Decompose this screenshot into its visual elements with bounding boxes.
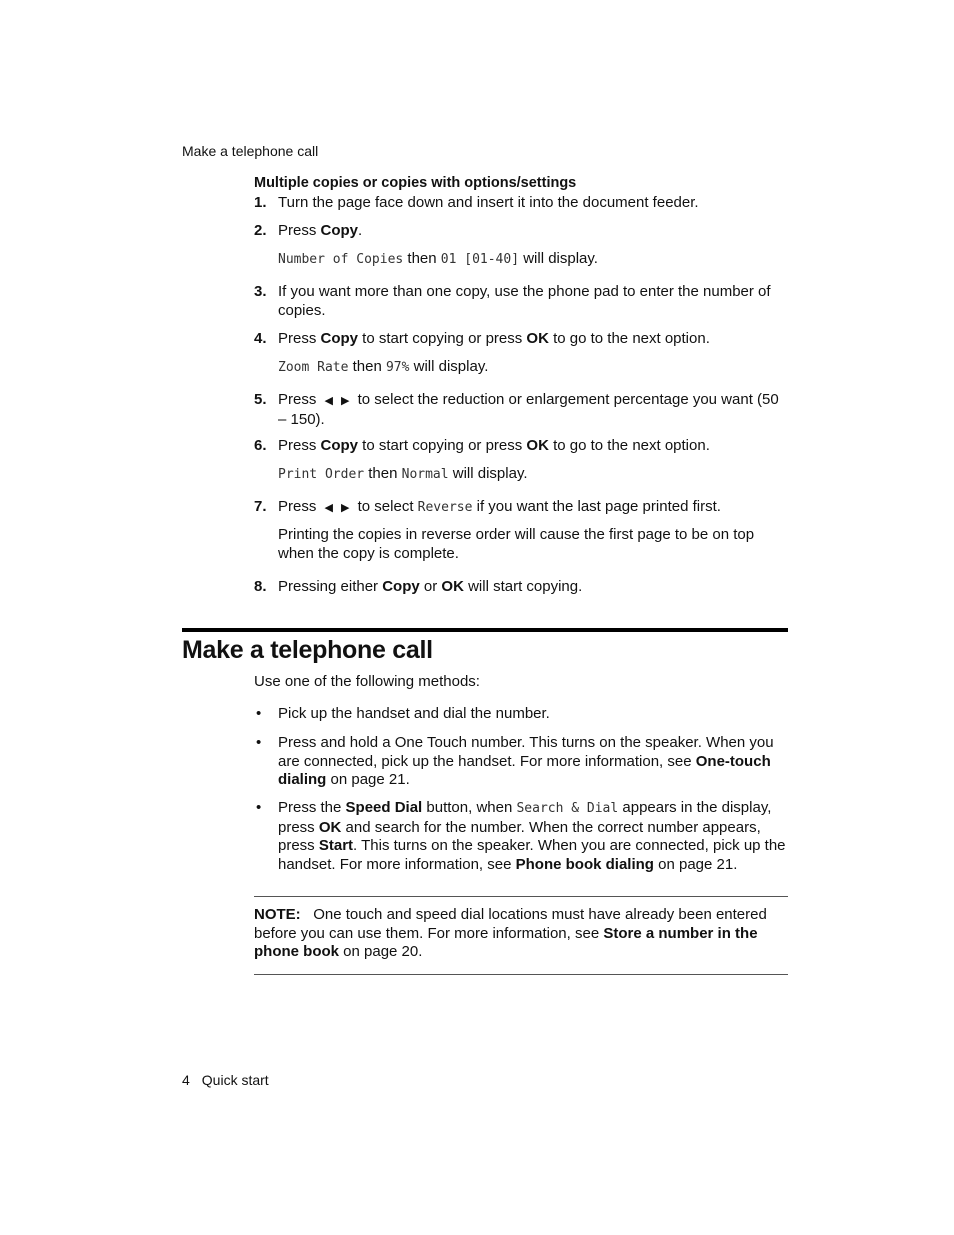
text: on page 21. (326, 771, 410, 788)
text: if you want the last page printed first. (472, 498, 721, 515)
step-number: 6. (254, 437, 267, 454)
text: will display. (519, 250, 598, 267)
method-bullet-1 (254, 705, 790, 724)
text: to go to the next option. (548, 437, 710, 454)
display-print-order (278, 465, 790, 485)
key-ok: OK (318, 818, 342, 836)
text: then (348, 358, 386, 375)
text: . This turns on the speaker. When you are connected, pick up the handset. For more information, see (278, 837, 786, 873)
text: . (358, 222, 363, 239)
method-bullet-3 (254, 799, 790, 874)
key-ok: OK (526, 330, 549, 347)
reverse-order-note: Printing the copies in reverse order will cause the first page to be on top when the copy is complete. (278, 526, 755, 562)
text: Press (278, 391, 321, 408)
display-number-of-copies (278, 250, 790, 270)
running-head: Make a telephone call (182, 143, 319, 159)
note-bottom-rule (254, 974, 788, 975)
display-code: 01 [01-40] (440, 252, 520, 267)
text: to select (353, 498, 418, 515)
text: Press (278, 437, 321, 454)
step-number: 8. (254, 578, 267, 595)
step-text: Turn the page face down and insert it into the document feeder. (278, 194, 699, 211)
text: to start copying or press (358, 330, 527, 347)
text: to start copying or press (358, 437, 527, 454)
cross-reference: Phone book dialing (515, 855, 654, 873)
text: Press (278, 222, 321, 239)
key-copy: Copy (320, 330, 359, 347)
key-copy: Copy (382, 578, 420, 595)
bullet-text (278, 734, 790, 790)
note (254, 906, 784, 962)
text: will display. (448, 465, 528, 482)
step-number: 4. (254, 330, 267, 347)
step-number: 7. (254, 498, 267, 515)
right-arrow-icon: ▶ (340, 502, 350, 514)
step-number: 2. (254, 222, 267, 239)
step-3 (254, 283, 790, 320)
text: and search for the number. When the correct number appears, press (278, 818, 761, 854)
right-arrow-icon: ▶ (340, 395, 350, 407)
display-code: Reverse (417, 500, 473, 515)
key-copy: Copy (320, 222, 359, 239)
cross-reference: One-touch dialing (278, 752, 771, 788)
bullet-icon: • (256, 799, 262, 816)
cross-reference: Store a number in the phone book (254, 924, 758, 960)
step-5 (254, 391, 790, 429)
key-copy: Copy (320, 437, 359, 454)
section-rule (182, 628, 788, 632)
text: to select the reduction or enlargement percentage you want (50 – 150). (278, 391, 779, 428)
section-title: Make a telephone call (182, 636, 433, 664)
text: or (419, 578, 442, 595)
step-text: If you want more than one copy, use the phone pad to enter the number of copies. (278, 283, 771, 319)
text: to go to the next option. (548, 330, 710, 347)
method-bullet-2 (254, 734, 790, 790)
display-zoom-rate (278, 358, 790, 378)
step-4 (254, 330, 790, 349)
text: Press and hold a One Touch number. This turns on the speaker. When you are connected, pick up the handset. For more information, see (278, 734, 774, 770)
note-top-rule (254, 896, 788, 897)
step-text (278, 330, 790, 349)
step-6 (254, 437, 790, 456)
bullet-icon: • (256, 734, 262, 751)
note-label: NOTE: (254, 906, 301, 923)
step-1 (254, 194, 790, 213)
note-text: on page 20. (339, 943, 423, 960)
text: will start copying. (463, 578, 583, 595)
subheading-multiple-copies: Multiple copies or copies with options/settings (254, 175, 577, 191)
display-code: Normal (401, 467, 449, 482)
section-intro: Use one of the following methods: (254, 673, 480, 690)
display-code: Search & Dial (516, 801, 619, 816)
step-text (278, 391, 790, 429)
text: button, when (422, 799, 517, 816)
text: Pressing either (278, 578, 383, 595)
page-footer (182, 1072, 269, 1088)
left-arrow-icon: ◀ (324, 395, 333, 407)
key-ok: OK (441, 578, 464, 595)
text: will display. (409, 358, 489, 375)
key-start: Start (318, 837, 354, 854)
note-text: One touch and speed dial locations must have already been entered before you can use them. For more information, see (254, 906, 767, 942)
text: on page 21. (653, 855, 738, 873)
key-ok: OK (526, 437, 549, 454)
bullet-icon: • (256, 705, 262, 722)
step-number: 5. (254, 391, 267, 408)
key-speed-dial: Speed Dial (345, 799, 423, 816)
step-text (278, 222, 790, 241)
display-code: Number of Copies (278, 252, 404, 267)
footer-section: Quick start (201, 1072, 269, 1088)
text: Press (278, 498, 321, 515)
bullet-text (278, 799, 790, 874)
step-7 (254, 498, 790, 518)
step-number: 1. (254, 194, 267, 211)
display-code: Zoom Rate (278, 360, 349, 375)
step-8 (254, 578, 790, 597)
page-number: 4 (182, 1072, 190, 1088)
left-arrow-icon: ◀ (324, 502, 333, 514)
text: Press (278, 330, 321, 347)
text: Press the (278, 799, 346, 816)
step-text (278, 437, 790, 456)
step-text (278, 578, 790, 597)
display-code: Print Order (278, 467, 365, 482)
bullet-text: Pick up the handset and dial the number. (278, 705, 550, 722)
step-text (278, 498, 790, 518)
text: appears in the display, press (278, 799, 772, 836)
step-2 (254, 222, 790, 241)
step-number: 3. (254, 283, 267, 300)
text: then (364, 465, 402, 482)
display-code: 97% (385, 360, 410, 375)
text: then (403, 250, 441, 267)
